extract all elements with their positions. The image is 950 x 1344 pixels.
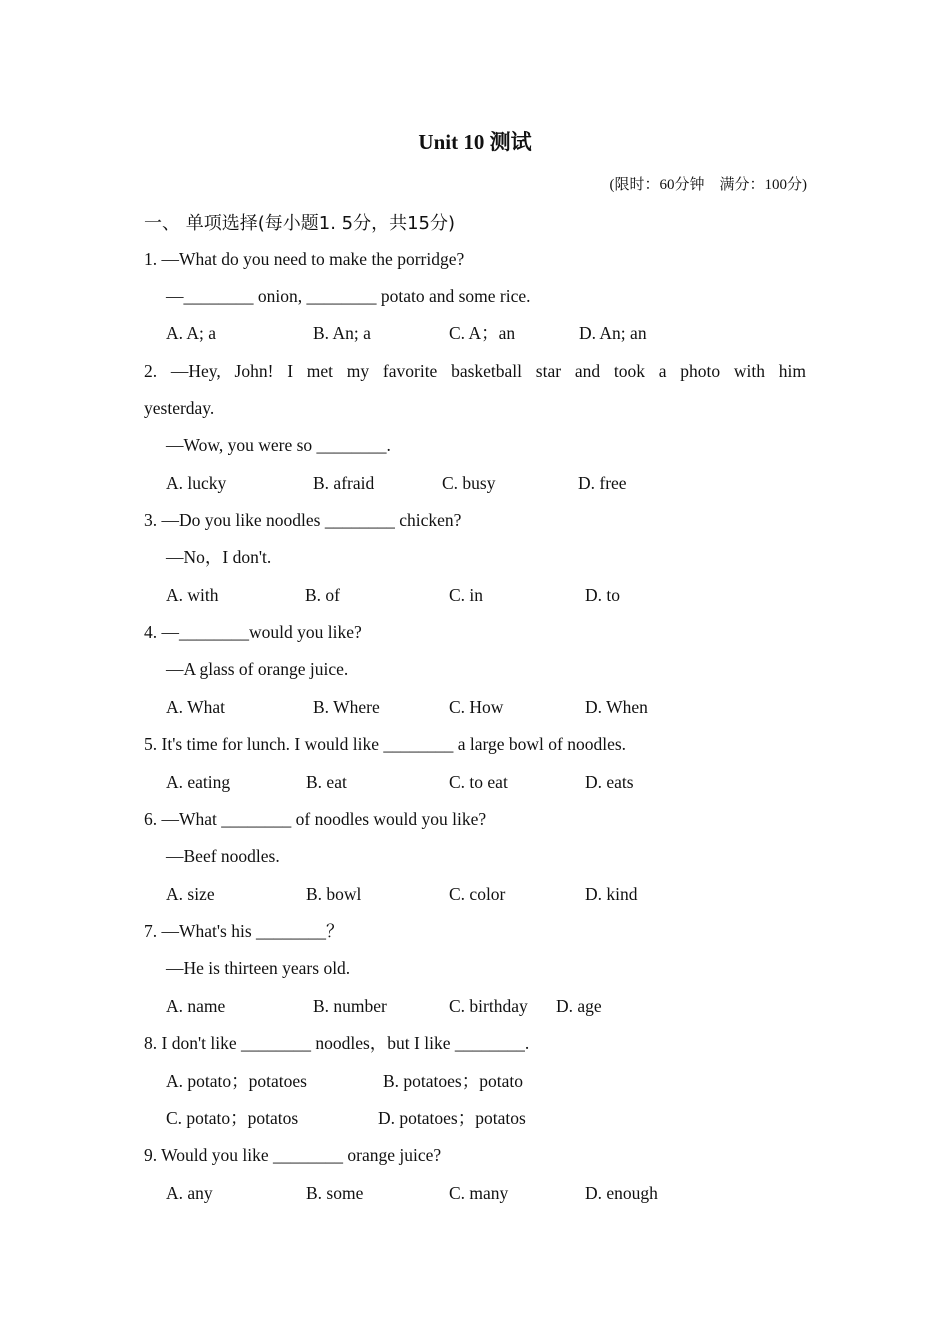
question-6: 6. —What ________ of noodles would you like? [144,809,487,829]
question-5-option-b: B. eat [306,772,347,792]
question-2-line-2: yesterday. [144,398,215,418]
question-4-option-d: D. When [585,697,648,717]
question-8-option-a: A. potato；potatoes [166,1071,307,1091]
question-4-option-c: C. How [449,697,504,717]
question-1: 1. —What do you need to make the porridge? [144,249,465,269]
question-9: 9. Would you like ________ orange juice? [144,1145,442,1165]
question-1-option-b: B. An; a [313,323,371,343]
question-6-dialog: —Beef noodles. [166,846,280,866]
question-2-option-b: B. afraid [313,473,375,493]
section-heading: 一、 单项选择(每小题1. 5分，共15分) [144,213,456,234]
question-9-option-c: C. many [449,1183,509,1203]
question-3-option-c: C. in [449,585,484,605]
question-7-option-c: C. birthday [449,996,528,1016]
question-1-dialog: —________ onion, ________ potato and some rice. [166,286,531,306]
question-7-option-b: B. number [313,996,387,1016]
question-7: 7. —What's his ________？ [144,921,344,941]
question-6-option-d: D. kind [585,884,638,904]
question-5-option-d: D. eats [585,772,634,792]
question-4-option-b: B. Where [313,697,380,717]
question-3-option-a: A. with [166,585,219,605]
question-2-option-d: D. free [578,473,627,493]
question-7-dialog: —He is thirteen years old. [166,958,351,978]
question-7-option-d: D. age [556,996,602,1016]
question-6-option-c: C. color [449,884,506,904]
question-2-dialog: —Wow, you were so ________. [166,435,391,455]
question-5-option-a: A. eating [166,772,231,792]
question-4-option-a: A. What [166,697,225,717]
question-9-option-d: D. enough [585,1183,658,1203]
question-1-option-a: A. A; a [166,323,217,343]
question-6-option-b: B. bowl [306,884,362,904]
question-8: 8. I don't like ________ noodles，but I like ________. [144,1033,530,1053]
question-3-option-b: B. of [305,585,340,605]
question-1-option-d: D. An; an [579,323,647,343]
question-5-option-c: C. to eat [449,772,508,792]
question-2-option-a: A. lucky [166,473,227,493]
question-2-option-c: C. busy [442,473,496,493]
question-8-option-c: C. potato；potatos [166,1108,299,1128]
question-1-option-c: C. A；an [449,323,516,343]
question-7-option-a: A. name [166,996,226,1016]
question-3-dialog: —No，I don't. [166,547,272,567]
question-4: 4. —________would you like? [144,622,362,642]
question-8-option-d: D. potatoes；potatos [378,1108,526,1128]
question-9-option-b: B. some [306,1183,364,1203]
question-3-option-d: D. to [585,585,620,605]
time-score-info: (限时：60分钟 满分：100分) [609,177,807,193]
question-4-dialog: —A glass of orange juice. [166,659,349,679]
question-8-option-b: B. potatoes；potato [383,1071,523,1091]
question-3: 3. —Do you like noodles ________ chicken? [144,510,462,530]
page-title: Unit 10 测试 [418,130,532,154]
question-9-option-a: A. any [166,1183,213,1203]
question-2-line-1: 2. —Hey, John! I met my favorite basketball star and took a photo with him [144,361,806,381]
question-6-option-a: A. size [166,884,215,904]
question-5: 5. It's time for lunch. I would like ________ a large bowl of noodles. [144,734,627,754]
